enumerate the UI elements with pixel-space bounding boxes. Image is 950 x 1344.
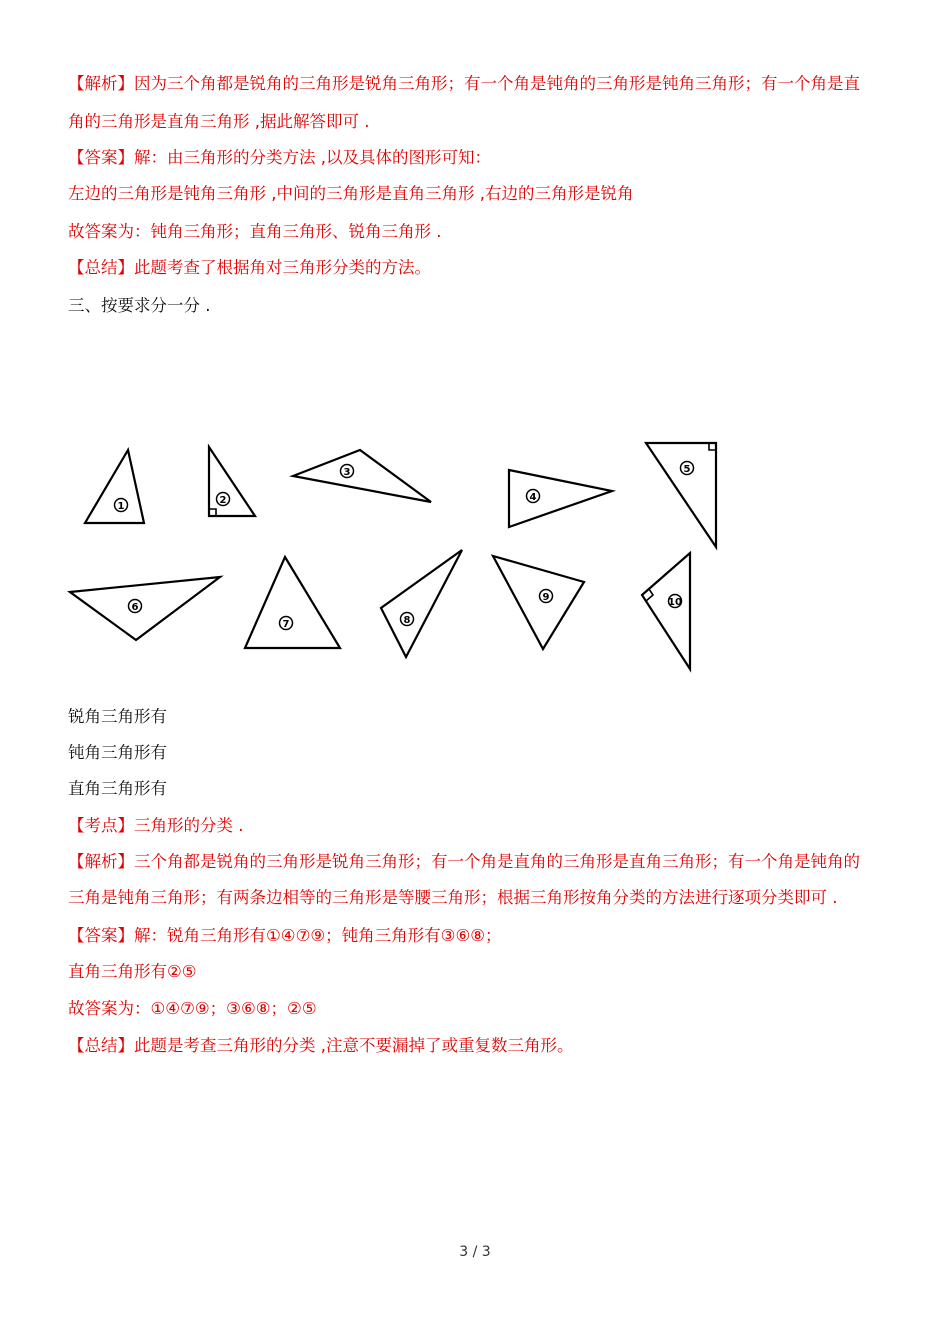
triangle-5 bbox=[646, 443, 716, 547]
question-heading: 三、按要求分一分 . bbox=[68, 296, 211, 315]
triangle-4 bbox=[509, 470, 612, 527]
analysis2-line-2: 三角是钝角三角形；有两条边相等的三角形是等腰三角形；根据三角形按角分类的方法进行逐项分类即可 . bbox=[68, 888, 838, 907]
answer2-line-2: 直角三角形有②⑤ bbox=[68, 962, 197, 981]
triangle-label: 6 bbox=[131, 602, 139, 613]
triangle-7 bbox=[245, 557, 340, 648]
triangle-label: 8 bbox=[403, 615, 411, 626]
answer2-line-3: 故答案为：①④⑦⑨；③⑥⑧；②⑤ bbox=[68, 999, 317, 1018]
triangle-9 bbox=[493, 556, 584, 649]
summary-line: 【总结】此题考查了根据角对三角形分类的方法。 bbox=[68, 258, 431, 277]
triangle-label: 5 bbox=[683, 464, 691, 475]
triangle-label: 10 bbox=[668, 597, 682, 608]
answer-line-1: 【答案】解：由三角形的分类方法 ,以及具体的图形可知： bbox=[68, 148, 491, 167]
triangle-label: 2 bbox=[219, 495, 227, 506]
triangle-1 bbox=[85, 450, 144, 523]
triangle-label: 4 bbox=[529, 492, 537, 503]
triangle-6 bbox=[70, 577, 220, 640]
page-number: 3 / 3 bbox=[459, 1244, 491, 1260]
answer-line-2: 左边的三角形是钝角三角形 ,中间的三角形是直角三角形 ,右边的三角形是锐角 bbox=[68, 184, 634, 203]
summary2-line: 【总结】此题是考查三角形的分类 ,注意不要漏掉了或重复数三角形。 bbox=[68, 1036, 574, 1055]
answer-line-3: 故答案为：钝角三角形；直角三角形、锐角三角形 . bbox=[68, 222, 442, 241]
analysis2-line-1: 【解析】三个角都是锐角的三角形是锐角三角形；有一个角是直角的三角形是直角三角形；有一个角是钝角的 bbox=[68, 852, 860, 871]
triangle-label: 7 bbox=[282, 619, 290, 630]
obtuse-blank-line: 钝角三角形有 bbox=[68, 743, 167, 762]
right-blank-line: 直角三角形有 bbox=[68, 779, 167, 798]
analysis-line-1: 【解析】因为三个角都是锐角的三角形是锐角三角形；有一个角是钝角的三角形是钝角三角形；有一个角是直 bbox=[68, 74, 860, 93]
triangles-figure bbox=[60, 430, 740, 680]
triangle-3 bbox=[293, 450, 431, 502]
answer2-line-1: 【答案】解：锐角三角形有①④⑦⑨；钝角三角形有③⑥⑧； bbox=[68, 926, 502, 945]
triangle-label: 9 bbox=[542, 592, 550, 603]
analysis-line-2: 角的三角形是直角三角形 ,据此解答即可 . bbox=[68, 112, 370, 131]
triangle-2 bbox=[209, 447, 255, 516]
triangle-label: 1 bbox=[117, 501, 125, 512]
point-line: 【考点】三角形的分类 . bbox=[68, 816, 244, 835]
acute-blank-line: 锐角三角形有 bbox=[68, 707, 167, 726]
triangle-label: 3 bbox=[343, 467, 351, 478]
triangle-8 bbox=[381, 550, 462, 657]
triangle-10 bbox=[642, 553, 690, 669]
